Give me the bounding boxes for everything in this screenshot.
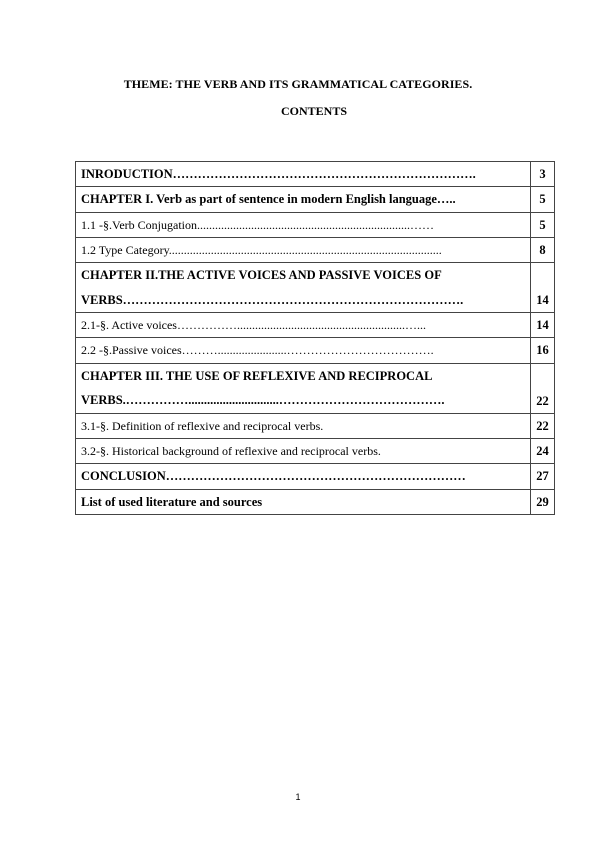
toc-row (76, 187, 555, 212)
toc-entry-page: 8 (531, 237, 555, 262)
toc-entry-title-line2: VERBS.…………….............................…………………………………. (81, 393, 445, 408)
toc-entry-title: 3.1-§. Definition of reflexive and reciprocal verbs. (76, 413, 531, 438)
contents-heading: CONTENTS (280, 104, 348, 118)
toc-row (76, 338, 555, 363)
toc-entry-title: 1.1 -§.Verb Conjugation.......................................................................…… (76, 212, 531, 237)
toc-entry-title (76, 263, 531, 313)
toc-entry-page: 24 (531, 439, 555, 464)
toc-row (76, 212, 555, 237)
toc-entry-title-line1: CHAPTER III. THE USE OF REFLEXIVE AND RECIPROCAL (81, 368, 433, 383)
toc-entry-page: 5 (531, 187, 555, 212)
toc-row (76, 363, 555, 413)
page-number: 1 (295, 792, 301, 802)
toc-row (76, 162, 555, 187)
toc-entry-page: 14 (531, 313, 555, 338)
toc-row (76, 237, 555, 262)
toc-entry-page: 29 (531, 489, 555, 514)
toc-entry-page: 27 (531, 464, 555, 489)
toc-entry-title: CONCLUSION……………………………………………………………… (76, 464, 531, 489)
toc-entry-page: 16 (531, 338, 555, 363)
toc-row (76, 439, 555, 464)
toc-entry-title-line2: VERBS………………………………………………………………………. (81, 292, 464, 307)
toc-entry-title: List of used literature and sources (76, 489, 531, 514)
toc-row (76, 413, 555, 438)
toc-entry-title: 3.2-§. Historical background of reflexive and reciprocal verbs. (76, 439, 531, 464)
toc-entry-page: 3 (531, 162, 555, 187)
toc-row (76, 489, 555, 514)
toc-row (76, 464, 555, 489)
toc-row (76, 313, 555, 338)
toc-row (76, 263, 555, 313)
toc-entry-page: 5 (531, 212, 555, 237)
toc-entry-title-line1: CHAPTER II.THE ACTIVE VOICES AND PASSIVE VOICES OF (81, 268, 442, 283)
toc-entry-page: 22 (531, 413, 555, 438)
toc-entry-title: 2.2 -§.Passive voices……….......................………………………………. (76, 338, 531, 363)
document-theme: THEME: THE VERB AND ITS GRAMMATICAL CATEGORIES. (123, 77, 473, 91)
toc-entry-page: 22 (531, 363, 555, 413)
table-of-contents (75, 161, 555, 515)
toc-entry-title (76, 363, 531, 413)
toc-entry-page: 14 (531, 263, 555, 313)
toc-entry-title: CHAPTER I. Verb as part of sentence in modern English language….. (76, 187, 531, 212)
toc-entry-title: 2.1-§. Active voices……………........................................................…... (76, 313, 531, 338)
toc-entry-title: 1.2 Type Category........................................................................................... (76, 237, 531, 262)
toc-entry-title: INRODUCTION………………………………………………………………. (76, 162, 531, 187)
